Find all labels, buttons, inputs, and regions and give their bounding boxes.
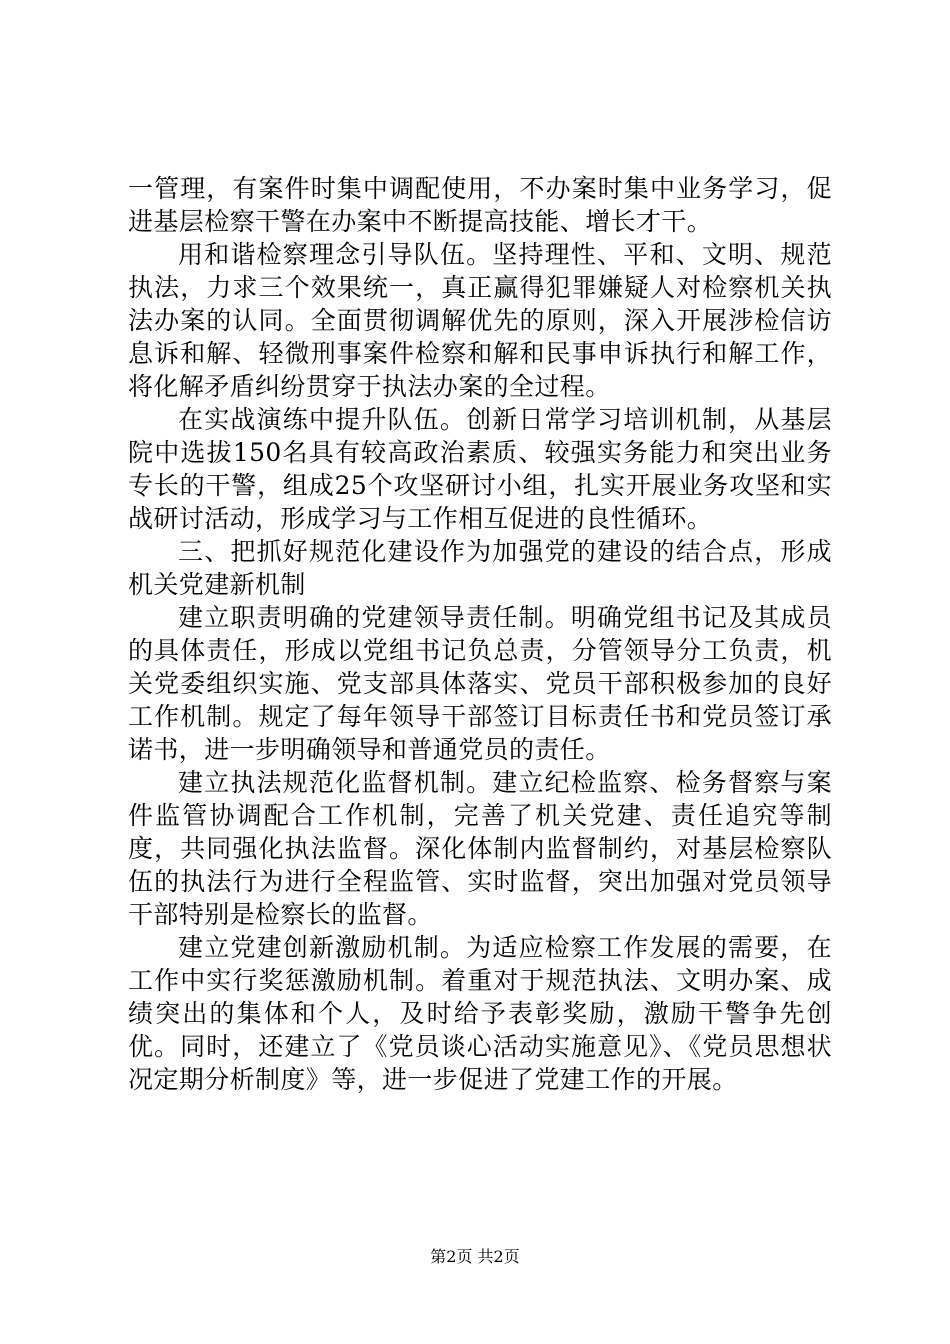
- paragraph-incentive-mechanism: 建立党建创新激励机制。为适应检察工作发展的需要，在工作中实行奖惩激励机制。着重对于规范执法、文明办案、成绩突出的集体和个人，及时给予表彰奖励，激励干警争先创优。同时，还建立了《党员谈心活动实施意见》、《党员思想状况定期分析制度》等，进一步促进了党建工作的开展。: [128, 933, 832, 1094]
- paragraph-continuation: 一管理，有案件时集中调配使用，不办案时集中业务学习，促进基层检察干警在办案中不断提高技能、增长才干。: [128, 174, 832, 236]
- paragraph-leadership-responsibility: 建立职责明确的党建领导责任制。明确党组书记及其成员的具体责任，形成以党组书记负总责，分管领导分工负责，机关党委组织实施、党支部具体落实、党员干部积极参加的良好工作机制。规定了每年领导干部签订目标责任书和党员签订承诺书，进一步明确领导和普通党员的责任。: [128, 603, 832, 764]
- paragraph-supervision-mechanism: 建立执法规范化监督机制。建立纪检监察、检务督察与案件监管协调配合工作机制，完善了机关党建、责任追究等制度，共同强化执法监督。深化体制内监督制约，对基层检察队伍的执法行为进行全程监管、实时监督，突出加强对党员领导干部特别是检察长的监督。: [128, 768, 832, 929]
- section-heading-three: 三、把抓好规范化建设作为加强党的建设的结合点，形成机关党建新机制: [128, 537, 832, 599]
- document-body: [128, 172, 832, 1096]
- paragraph-practical-training: 在实战演练中提升队伍。创新日常学习培训机制，从基层院中选拔150名具有较高政治素质、较强实务能力和突出业务专长的干警，组成25个攻坚研讨小组，扎实开展业务攻坚和实战研讨活动，形成学习与工作相互促进的良性循环。: [128, 405, 832, 533]
- paragraph-harmony-concept: 用和谐检察理念引导队伍。坚持理性、平和、文明、规范执法，力求三个效果统一，真正赢得犯罪嫌疑人对检察机关执法办案的认同。全面贯彻调解优先的原则，深入开展涉检信访息诉和解、轻微刑事案件检察和解和民事申诉执行和解工作，将化解矛盾纠纷贯穿于执法办案的全过程。: [128, 240, 832, 401]
- page-number-footer: 第2页 共2页: [430, 1247, 520, 1266]
